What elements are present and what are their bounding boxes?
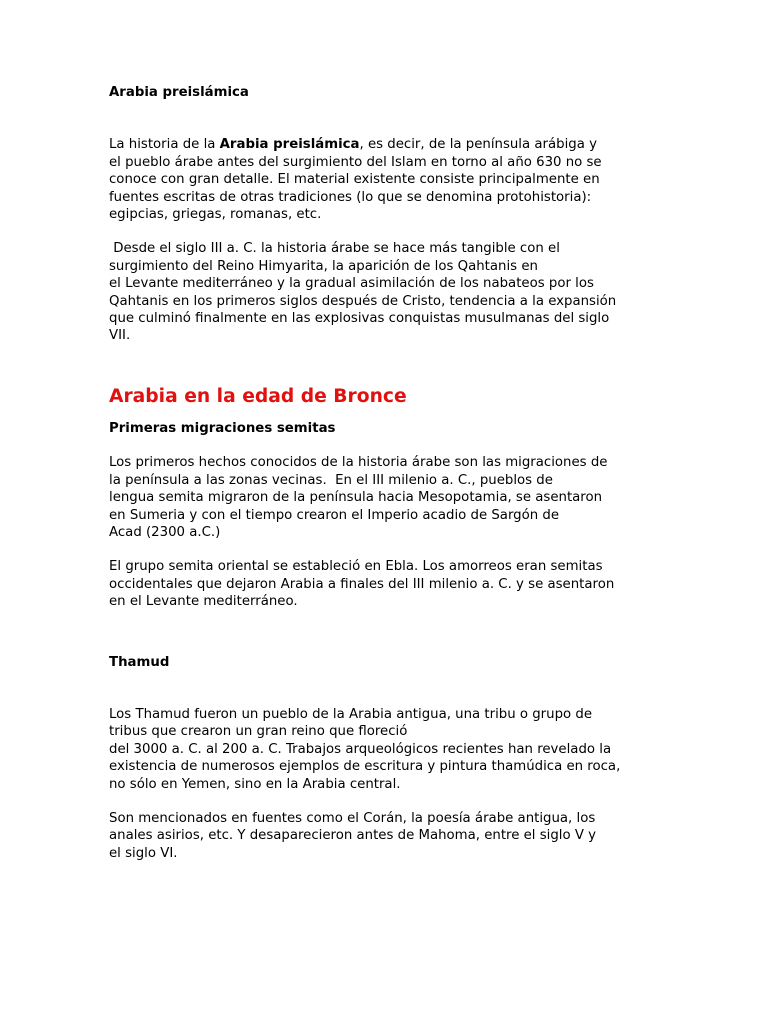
- subheading-thamud: Thamud: [109, 654, 170, 670]
- document-page: [109, 84, 669, 862]
- history-line: Desde el siglo III a. C. la historia árabe se hace más tangible con el: [109, 241, 560, 257]
- semites-paragraph: [109, 558, 669, 610]
- history-paragraph: [109, 240, 669, 344]
- thamud-sources-line: anales asirios, etc. Y desaparecieron antes de Mahoma, entre el siglo V y: [109, 828, 597, 844]
- intro-bold-term: Arabia preislámica: [219, 137, 360, 153]
- migrations-line: en Sumeria y con el tiempo crearon el Imperio acadio de Sargón de: [109, 507, 560, 523]
- history-line: surgimiento del Reino Himyarita, la aparición de los Qahtanis en: [109, 258, 538, 274]
- thamud-sources-paragraph: [109, 810, 669, 862]
- document-title: Arabia preislámica: [109, 85, 249, 100]
- intro-line: fuentes escritas de otras tradiciones (lo que se denomina protohistoria):: [109, 189, 592, 205]
- intro-line: [109, 136, 669, 153]
- migrations-line: lengua semita migraron de la península hacia Mesopotamia, se asentaron: [109, 490, 603, 506]
- intro-text-post: , es decir, de la península arábiga y: [359, 137, 597, 153]
- thamud-sources-line: el siglo VI.: [109, 845, 178, 861]
- history-line: el Levante mediterráneo y la gradual asimilación de los nabateos por los: [109, 276, 594, 292]
- semites-line: El grupo semita oriental se estableció en Ebla. Los amorreos eran semitas: [109, 559, 603, 575]
- intro-line: egipcias, griegas, romanas, etc.: [109, 207, 322, 223]
- thamud-line: existencia de numerosos ejemplos de escritura y pintura thamúdica en roca,: [109, 759, 621, 775]
- thamud-line: no sólo en Yemen, sino en la Arabia central.: [109, 776, 401, 792]
- history-line: que culminó finalmente en las explosivas conquistas musulmanas del siglo: [109, 311, 610, 327]
- intro-text-pre: La historia de la: [109, 137, 220, 153]
- subheading-migrations: Primeras migraciones semitas: [109, 420, 336, 436]
- thamud-sources-line: Son mencionados en fuentes como el Corán, la poesía árabe antigua, los: [109, 810, 596, 826]
- intro-paragraph: [109, 136, 669, 223]
- thamud-line: Los Thamud fueron un pueblo de la Arabia antigua, una tribu o grupo de: [109, 706, 592, 722]
- thamud-paragraph: [109, 706, 669, 793]
- migrations-line: Los primeros hechos conocidos de la historia árabe son las migraciones de: [109, 455, 608, 471]
- history-line: Qahtanis en los primeros siglos después de Cristo, tendencia a la expansión: [109, 293, 617, 309]
- migrations-paragraph: [109, 454, 669, 541]
- thamud-line: del 3000 a. C. al 200 a. C. Trabajos arqueológicos recientes han revelado la: [109, 741, 612, 757]
- migrations-line: la península a las zonas vecinas. En el III milenio a. C., pueblos de: [109, 472, 553, 488]
- intro-line: conoce con gran detalle. El material existente consiste principalmente en: [109, 172, 600, 188]
- semites-line: en el Levante mediterráneo.: [109, 594, 298, 610]
- semites-line: occidentales que dejaron Arabia a finales del III milenio a. C. y se asentaron: [109, 576, 615, 592]
- intro-line: el pueblo árabe antes del surgimiento del Islam en torno al año 630 no se: [109, 154, 602, 170]
- section-heading-bronze-age: Arabia en la edad de Bronce: [109, 385, 407, 407]
- thamud-line: tribus que crearon un gran reino que floreció: [109, 724, 408, 740]
- history-line: VII.: [109, 328, 131, 344]
- migrations-line: Acad (2300 a.C.): [109, 524, 221, 540]
